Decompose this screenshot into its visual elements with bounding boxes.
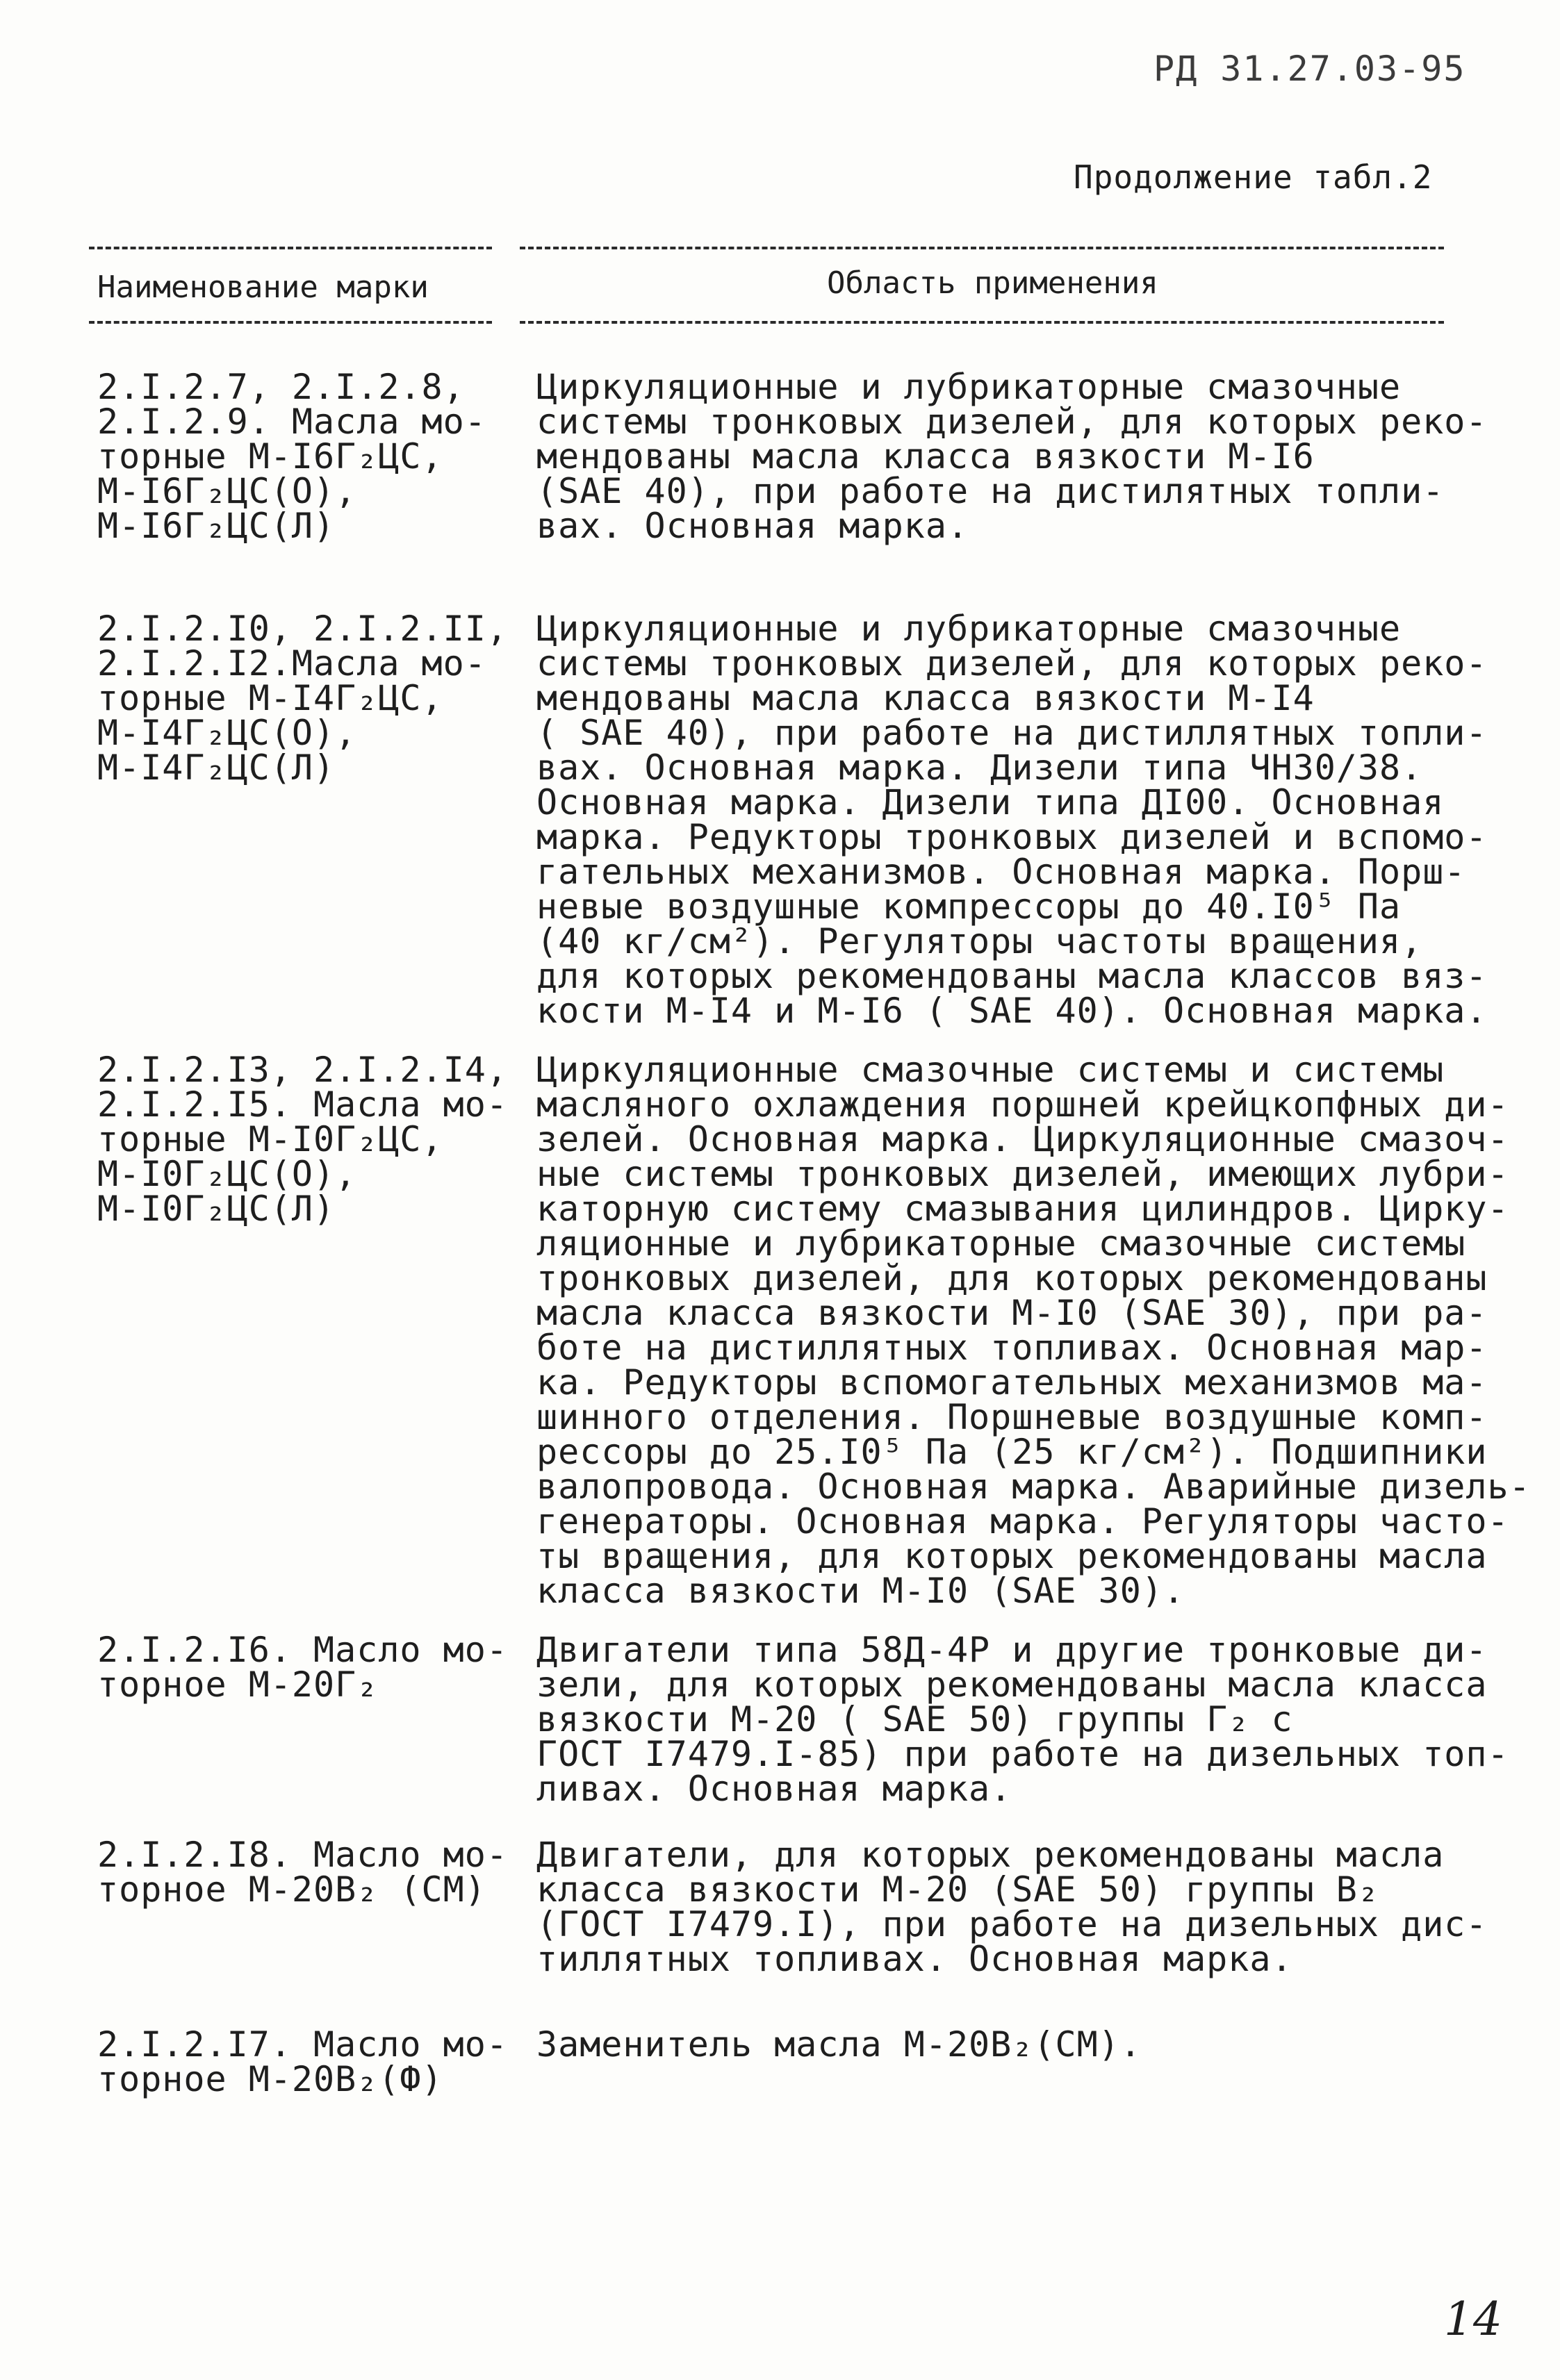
table-row-4-area: Двигатели типа 58Д-4Р и другие тронковые ди- зели, для которых рекомендованы масла класса вязкости М-20 ( SAE 50) группы Г₂ с ГОСТ I7479.I-85) при работе на дизельных топ- ливах. Основная марка. [536,1630,1509,1809]
table-row-2-area: Циркуляционные и лубрикаторные смазочные системы тронковых дизелей, для которых реко- мендованы масла класса вязкости М-I4 ( SAE 40), при работе на дистиллятных топли- вах. Основная марка. Дизели типа ЧН30/38. Основная марка. Дизели типа ДI00. Основная марка. Редукторы тронковых дизелей и вспомо- гательных механизмов. Основная марка. Порш- невые воздушные компрессоры до 40.I0⁵ Па (40 кг/см²). Регуляторы частоты вращения, для которых рекомендованы масла классов вяз- кости М-I4 и М-I6 ( SAE 40). Основная марка. [536,609,1488,1031]
table-continuation-caption: Продолжение табл.2 [1074,158,1433,196]
table-top-rule-left [89,247,492,249]
table-header-rule-left [89,321,492,324]
table-row-4-name: 2.I.2.I6. Масло мо- торное М-20Г₂ [97,1630,508,1705]
table-row-3-area: Циркуляционные смазочные системы и системы масляного охлаждения поршней крейцкопфных ди- зелей. Основная марка. Циркуляционные смазоч- ные системы тронковых дизелей, имеющих лубри- каторную систему смазывания цилиндров. Цирку- ляционные и лубрикаторные смазочные системы тронковых дизелей, для которых рекомендованы масла класса вязкости М-I0 (SAE 30), при ра- боте на дистиллятных топливах. Основная мар- ка. Редукторы вспомогательных механизмов ма- шинного отделения. Поршневые воздушные комп- рессоры до 25.I0⁵ Па (25 кг/см²). Подшипники валопровода. Основная марка. Аварийные дизель- генераторы. Основная марка. Регуляторы часто- ты вращения, для которых рекомендованы масла класса вязкости М-I0 (SAE 30). [536,1050,1531,1611]
table-row-6-area: Заменитель масла М-20В₂(СМ). [536,2024,1142,2065]
page-number: 14 [1444,2292,1502,2346]
table-row-5-area: Двигатели, для которых рекомендованы масла класса вязкости М-20 (SAE 50) группы В₂ (ГОСТ I7479.I), при работе на дизельных дис- тиллятных топливах. Основная марка. [536,1835,1488,1979]
table-row-3-name: 2.I.2.I3, 2.I.2.I4, 2.I.2.I5. Масла мо- торные М-I0Г₂ЦС, М-I0Г₂ЦС(О), М-I0Г₂ЦС(Л) [97,1050,508,1229]
table-row-2-name: 2.I.2.I0, 2.I.2.II, 2.I.2.I2.Масла мо- торные М-I4Г₂ЦС, М-I4Г₂ЦС(О), М-I4Г₂ЦС(Л) [97,609,508,788]
table-row-6-name: 2.I.2.I7. Масло мо- торное М-20В₂(Ф) [97,2024,508,2099]
table-header-rule-right [520,321,1444,324]
table-row-5-name: 2.I.2.I8. Масло мо- торное М-20В₂ (СМ) [97,1835,508,1910]
column-header-area: Область применения [827,265,1158,301]
table-row-1-name: 2.I.2.7, 2.I.2.8, 2.I.2.9. Масла мо- торные М-I6Г₂ЦС, М-I6Г₂ЦС(О), М-I6Г₂ЦС(Л) [97,367,486,546]
document-code: РД 31.27.03-95 [1153,49,1466,89]
column-header-name: Наименование марки [97,270,429,305]
table-top-rule-right [520,247,1444,249]
table-row-1-area: Циркуляционные и лубрикаторные смазочные системы тронковых дизелей, для которых реко- мендованы масла класса вязкости М-I6 (SAE 40), при работе на дистилятных топли- вах. Основная марка. [536,367,1488,546]
